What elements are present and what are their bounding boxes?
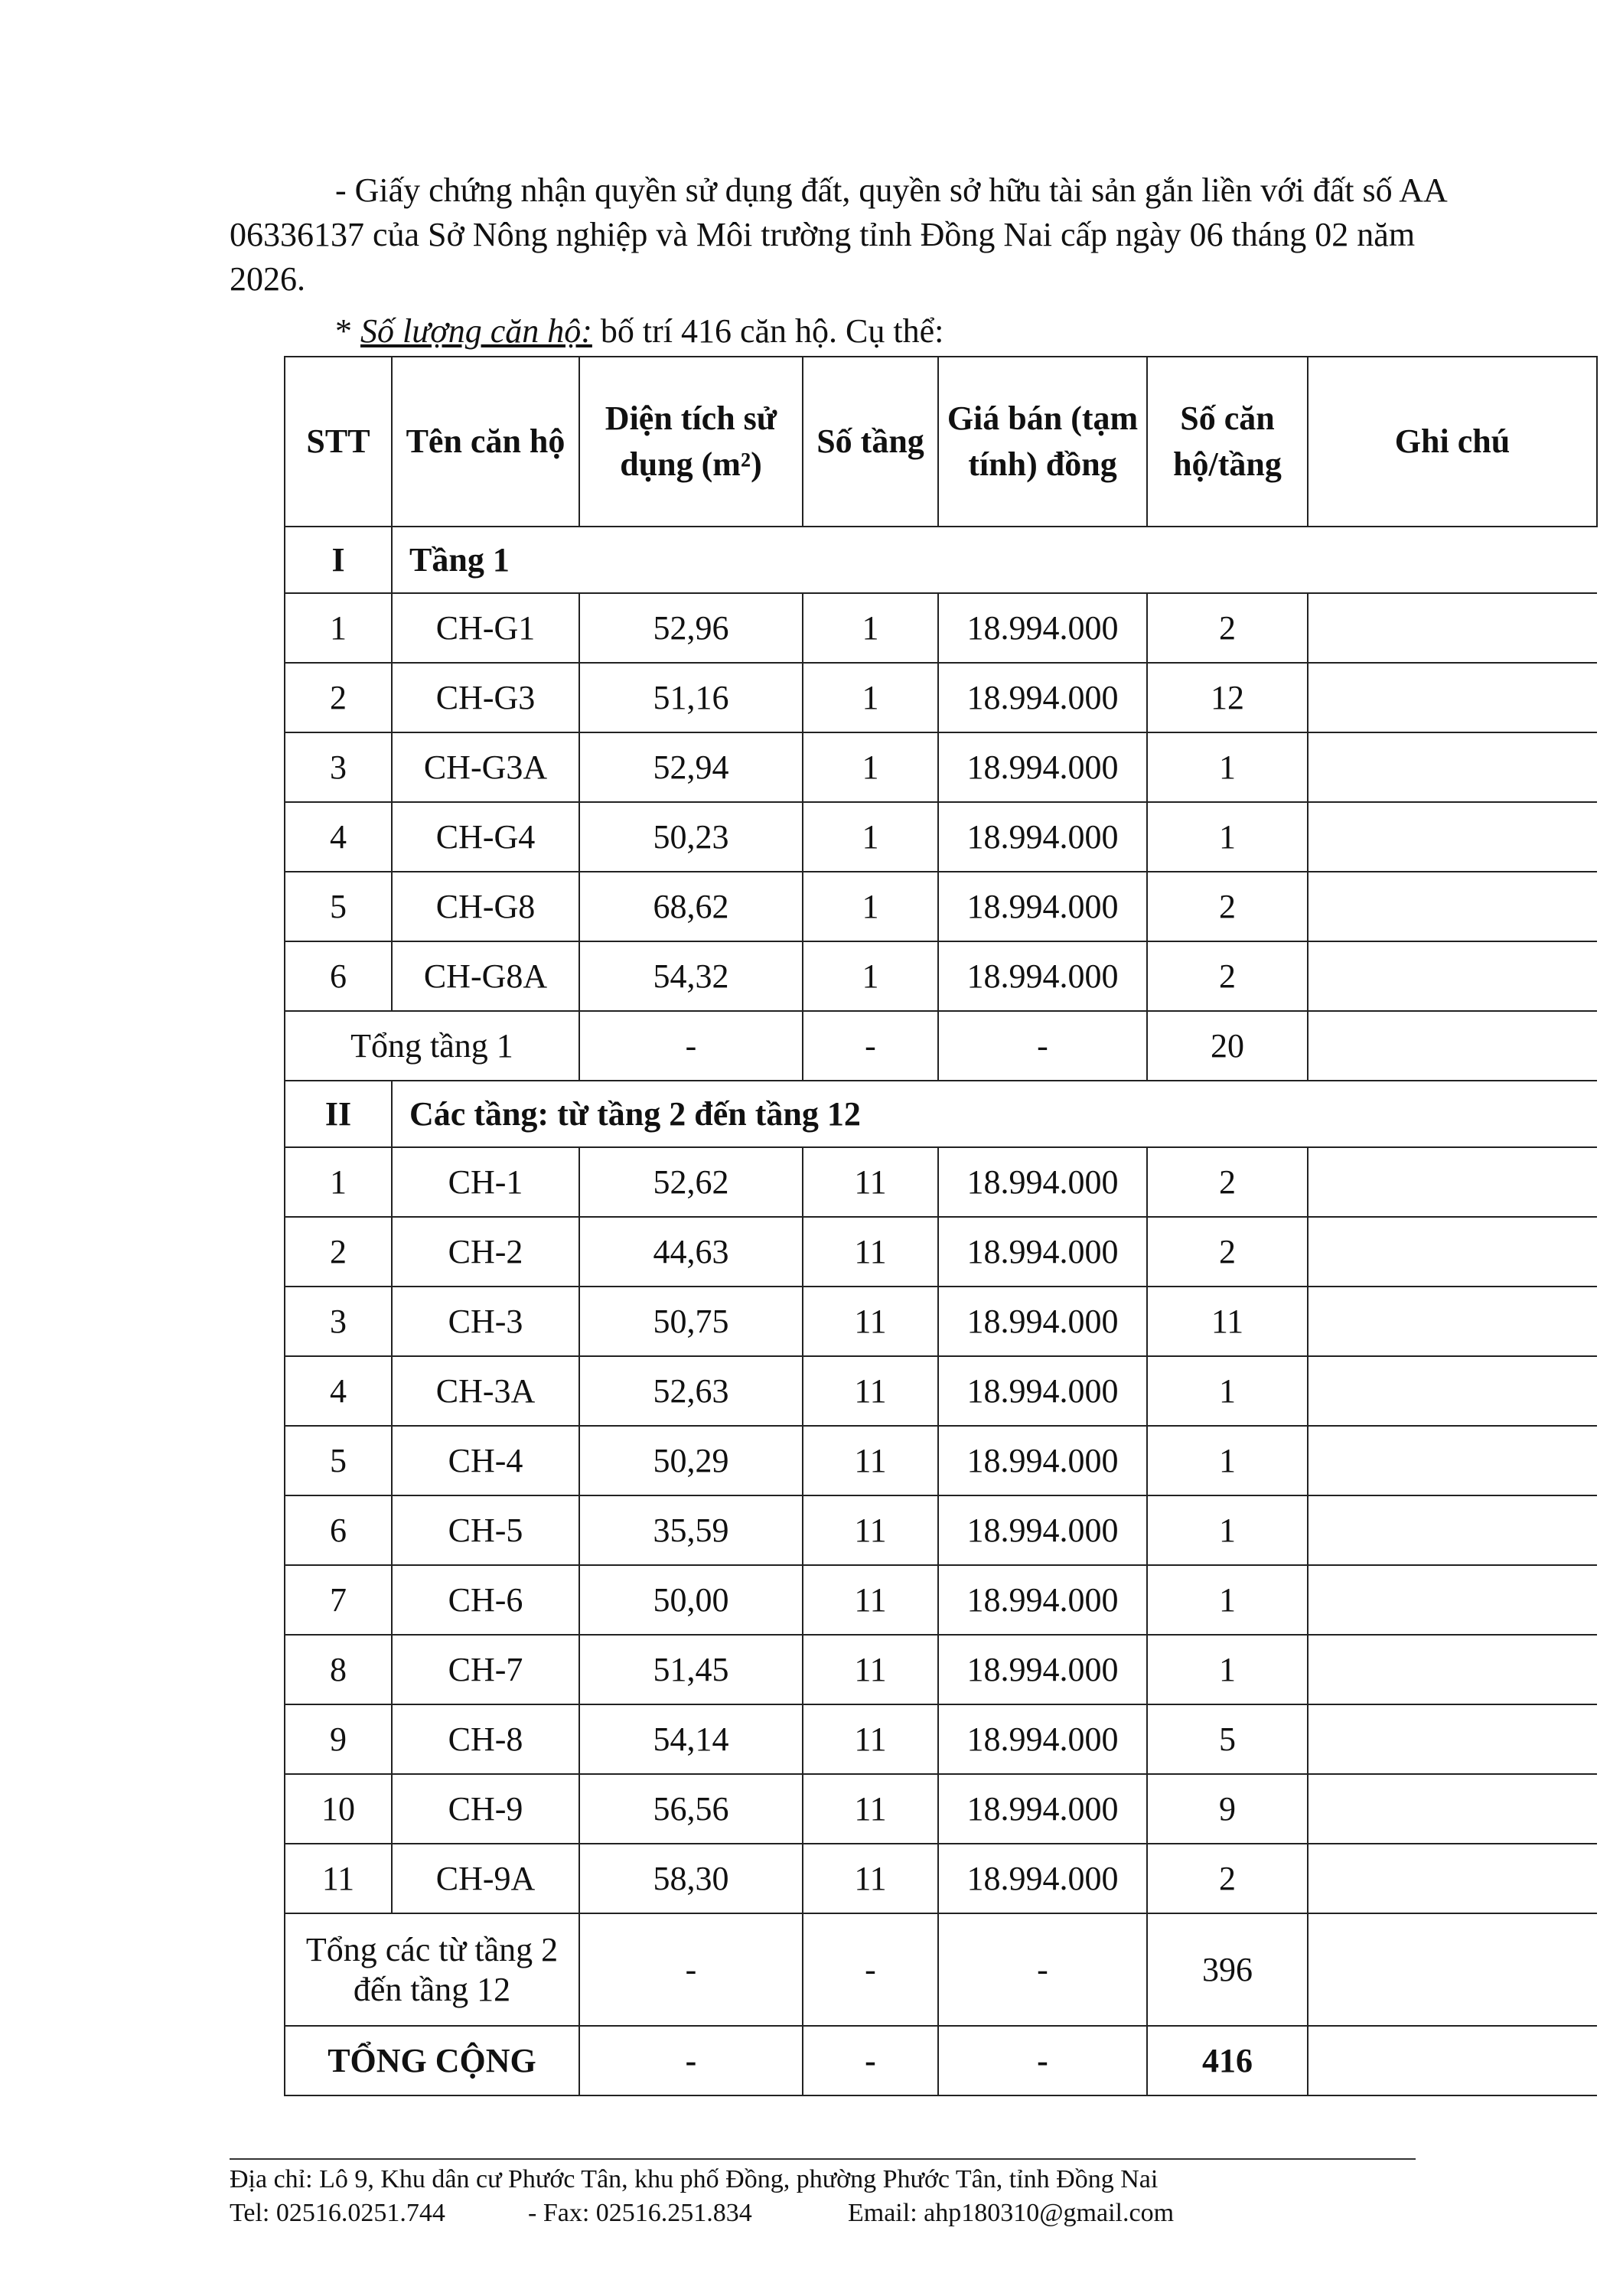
cell-units: 2 — [1147, 872, 1308, 941]
cell-stt: 10 — [285, 1774, 392, 1844]
cell-floors: 1 — [803, 941, 938, 1011]
cell-name: CH-G1 — [392, 593, 579, 663]
cell-units: 1 — [1147, 1426, 1308, 1495]
table-row — [285, 1287, 1597, 1356]
cell-note — [1308, 1217, 1597, 1287]
cell-price: 18.994.000 — [938, 1287, 1147, 1356]
table-row — [285, 872, 1597, 941]
cell-stt: 2 — [285, 663, 392, 732]
cell-price: 18.994.000 — [938, 663, 1147, 732]
cell-floors: 11 — [803, 1774, 938, 1844]
cell-name: CH-7 — [392, 1635, 579, 1704]
grand-total-area: - — [579, 2026, 803, 2095]
cell-floors: 11 — [803, 1565, 938, 1635]
cell-units: 1 — [1147, 1565, 1308, 1635]
cell-note — [1308, 1635, 1597, 1704]
section-row — [285, 1081, 1597, 1147]
cell-area: 54,14 — [579, 1704, 803, 1774]
cell-stt: 6 — [285, 941, 392, 1011]
cell-name: CH-9 — [392, 1774, 579, 1844]
cell-price: 18.994.000 — [938, 1356, 1147, 1426]
subtotal-units: 396 — [1147, 1913, 1308, 2026]
cell-note — [1308, 1287, 1597, 1356]
table-body — [285, 527, 1597, 2095]
header-name: Tên căn hộ — [392, 357, 579, 527]
cell-stt: 4 — [285, 802, 392, 872]
quantity-line — [335, 309, 1590, 354]
section-row — [285, 527, 1597, 593]
cell-units: 1 — [1147, 802, 1308, 872]
subtotal-area: - — [579, 1011, 803, 1081]
table-row — [285, 1844, 1597, 1913]
table-row — [285, 941, 1597, 1011]
cell-units: 2 — [1147, 593, 1308, 663]
cell-units: 1 — [1147, 1495, 1308, 1565]
subtotal-floors: - — [803, 1913, 938, 2026]
cell-area: 35,59 — [579, 1495, 803, 1565]
subtotal-price: - — [938, 1011, 1147, 1081]
cell-price: 18.994.000 — [938, 1495, 1147, 1565]
cell-note — [1308, 872, 1597, 941]
cell-units: 1 — [1147, 732, 1308, 802]
table-header-row — [285, 357, 1597, 527]
cell-stt: 8 — [285, 1635, 392, 1704]
subtotal-price: - — [938, 1913, 1147, 2026]
cell-area: 50,75 — [579, 1287, 803, 1356]
cell-units: 5 — [1147, 1704, 1308, 1774]
cell-stt: 3 — [285, 732, 392, 802]
cell-stt: 11 — [285, 1844, 392, 1913]
cell-note — [1308, 1356, 1597, 1426]
grand-total-note — [1308, 2026, 1597, 2095]
table-row — [285, 1635, 1597, 1704]
table-row — [285, 1426, 1597, 1495]
cell-stt: 7 — [285, 1565, 392, 1635]
cell-stt: 1 — [285, 593, 392, 663]
cell-floors: 1 — [803, 802, 938, 872]
cell-price: 18.994.000 — [938, 1774, 1147, 1844]
cell-area: 51,16 — [579, 663, 803, 732]
table-row — [285, 663, 1597, 732]
table-row — [285, 1704, 1597, 1774]
cell-note — [1308, 593, 1597, 663]
cell-name: CH-G3A — [392, 732, 579, 802]
section-title: Các tầng: từ tầng 2 đến tầng 12 — [392, 1081, 1597, 1147]
cell-units: 1 — [1147, 1635, 1308, 1704]
cell-units: 12 — [1147, 663, 1308, 732]
section-title: Tầng 1 — [392, 527, 1597, 593]
table-row — [285, 593, 1597, 663]
cell-area: 58,30 — [579, 1844, 803, 1913]
grand-total-units: 416 — [1147, 2026, 1308, 2095]
footer-tel: Tel: 02516.0251.744 — [230, 2199, 445, 2227]
subtotal-row — [285, 1011, 1597, 1081]
cell-price: 18.994.000 — [938, 732, 1147, 802]
cell-name: CH-G8 — [392, 872, 579, 941]
intro-paragraph: - Giấy chứng nhận quyền sử dụng đất, quyền sở hữu tài sản gắn liền với đất số AA 06336137 của Sở Nông nghiệp và Môi trường tỉnh Đồng Nai cấp ngày 06 tháng 02 năm 2026. — [230, 171, 1446, 298]
cell-note — [1308, 1704, 1597, 1774]
cell-name: CH-G8A — [392, 941, 579, 1011]
cell-name: CH-9A — [392, 1844, 579, 1913]
cell-note — [1308, 1565, 1597, 1635]
cell-price: 18.994.000 — [938, 1147, 1147, 1217]
cell-units: 9 — [1147, 1774, 1308, 1844]
cell-price: 18.994.000 — [938, 1426, 1147, 1495]
cell-floors: 1 — [803, 732, 938, 802]
table-row — [285, 1356, 1597, 1426]
quantity-text: bố trí 416 căn hộ. Cụ thể: — [592, 312, 944, 350]
cell-stt: 5 — [285, 1426, 392, 1495]
cell-area: 52,62 — [579, 1147, 803, 1217]
footer-address: Địa chỉ: Lô 9, Khu dân cư Phước Tân, khu phố Đồng, phường Phước Tân, tỉnh Đồng Nai — [230, 2165, 1159, 2193]
cell-price: 18.994.000 — [938, 941, 1147, 1011]
cell-floors: 11 — [803, 1704, 938, 1774]
cell-note — [1308, 1495, 1597, 1565]
cell-name: CH-3 — [392, 1287, 579, 1356]
subtotal-label: Tổng tầng 1 — [285, 1011, 579, 1081]
cell-area: 50,23 — [579, 802, 803, 872]
cell-area: 52,94 — [579, 732, 803, 802]
cell-units: 1 — [1147, 1356, 1308, 1426]
cell-floors: 1 — [803, 872, 938, 941]
cell-note — [1308, 941, 1597, 1011]
cell-price: 18.994.000 — [938, 872, 1147, 941]
subtotal-label: Tổng các từ tầng 2 đến tầng 12 — [285, 1913, 579, 2026]
cell-price: 18.994.000 — [938, 593, 1147, 663]
cell-floors: 1 — [803, 663, 938, 732]
cell-stt: 3 — [285, 1287, 392, 1356]
header-stt: STT — [285, 357, 392, 527]
cell-stt: 9 — [285, 1704, 392, 1774]
subtotal-area: - — [579, 1913, 803, 2026]
cell-note — [1308, 732, 1597, 802]
header-area: Diện tích sử dụng (m²) — [579, 357, 803, 527]
cell-area: 44,63 — [579, 1217, 803, 1287]
quantity-prefix: * — [335, 312, 360, 350]
cell-units: 2 — [1147, 1217, 1308, 1287]
cell-name: CH-8 — [392, 1704, 579, 1774]
cell-floors: 11 — [803, 1217, 938, 1287]
footer-divider — [230, 2158, 1416, 2160]
cell-units: 2 — [1147, 1147, 1308, 1217]
cell-floors: 1 — [803, 593, 938, 663]
grand-total-price: - — [938, 2026, 1147, 2095]
cell-units: 11 — [1147, 1287, 1308, 1356]
cell-area: 50,00 — [579, 1565, 803, 1635]
cell-name: CH-5 — [392, 1495, 579, 1565]
apartment-table — [284, 356, 1598, 2096]
subtotal-note — [1308, 1011, 1597, 1081]
cell-price: 18.994.000 — [938, 1635, 1147, 1704]
cell-stt: 6 — [285, 1495, 392, 1565]
footer-fax: - Fax: 02516.251.834 — [528, 2199, 752, 2227]
cell-note — [1308, 663, 1597, 732]
cell-note — [1308, 802, 1597, 872]
cell-name: CH-G3 — [392, 663, 579, 732]
cell-name: CH-3A — [392, 1356, 579, 1426]
cell-name: CH-4 — [392, 1426, 579, 1495]
table-row — [285, 1217, 1597, 1287]
cell-floors: 11 — [803, 1356, 938, 1426]
cell-name: CH-1 — [392, 1147, 579, 1217]
cell-floors: 11 — [803, 1844, 938, 1913]
table-row — [285, 802, 1597, 872]
cell-area: 68,62 — [579, 872, 803, 941]
cell-price: 18.994.000 — [938, 1844, 1147, 1913]
cell-units: 2 — [1147, 941, 1308, 1011]
table-row — [285, 1147, 1597, 1217]
header-note: Ghi chú — [1308, 357, 1597, 527]
cell-floors: 11 — [803, 1426, 938, 1495]
header-floors: Số tầng — [803, 357, 938, 527]
cell-area: 52,63 — [579, 1356, 803, 1426]
cell-note — [1308, 1147, 1597, 1217]
subtotal-units: 20 — [1147, 1011, 1308, 1081]
cell-area: 51,45 — [579, 1635, 803, 1704]
footer-email: Email: ahp180310@gmail.com — [848, 2199, 1175, 2227]
grand-total-label: TỔNG CỘNG — [285, 2026, 579, 2095]
table-row — [285, 1495, 1597, 1565]
cell-note — [1308, 1774, 1597, 1844]
subtotal-note — [1308, 1913, 1597, 2026]
cell-price: 18.994.000 — [938, 1704, 1147, 1774]
cell-stt: 5 — [285, 872, 392, 941]
grand-total-row — [285, 2026, 1597, 2095]
subtotal-floors: - — [803, 1011, 938, 1081]
cell-floors: 11 — [803, 1287, 938, 1356]
cell-floors: 11 — [803, 1635, 938, 1704]
subtotal-row — [285, 1913, 1597, 2026]
grand-total-floors: - — [803, 2026, 938, 2095]
header-price: Giá bán (tạm tính) đồng — [938, 357, 1147, 527]
cell-name: CH-6 — [392, 1565, 579, 1635]
table-row — [285, 732, 1597, 802]
cell-stt: 1 — [285, 1147, 392, 1217]
cell-name: CH-G4 — [392, 802, 579, 872]
quantity-label: Số lượng căn hộ: — [360, 312, 592, 350]
cell-area: 56,56 — [579, 1774, 803, 1844]
cell-units: 2 — [1147, 1844, 1308, 1913]
cell-area: 52,96 — [579, 593, 803, 663]
cell-price: 18.994.000 — [938, 1217, 1147, 1287]
section-roman: II — [285, 1081, 392, 1147]
cell-stt: 2 — [285, 1217, 392, 1287]
header-units: Số căn hộ/tầng — [1147, 357, 1308, 527]
table-row — [285, 1565, 1597, 1635]
cell-price: 18.994.000 — [938, 802, 1147, 872]
cell-floors: 11 — [803, 1495, 938, 1565]
section-roman: I — [285, 527, 392, 593]
cell-floors: 11 — [803, 1147, 938, 1217]
cell-note — [1308, 1844, 1597, 1913]
cell-price: 18.994.000 — [938, 1565, 1147, 1635]
cell-area: 54,32 — [579, 941, 803, 1011]
cell-area: 50,29 — [579, 1426, 803, 1495]
cell-name: CH-2 — [392, 1217, 579, 1287]
cell-stt: 4 — [285, 1356, 392, 1426]
table-row — [285, 1774, 1597, 1844]
footer-contact — [230, 2197, 1174, 2230]
cell-note — [1308, 1426, 1597, 1495]
